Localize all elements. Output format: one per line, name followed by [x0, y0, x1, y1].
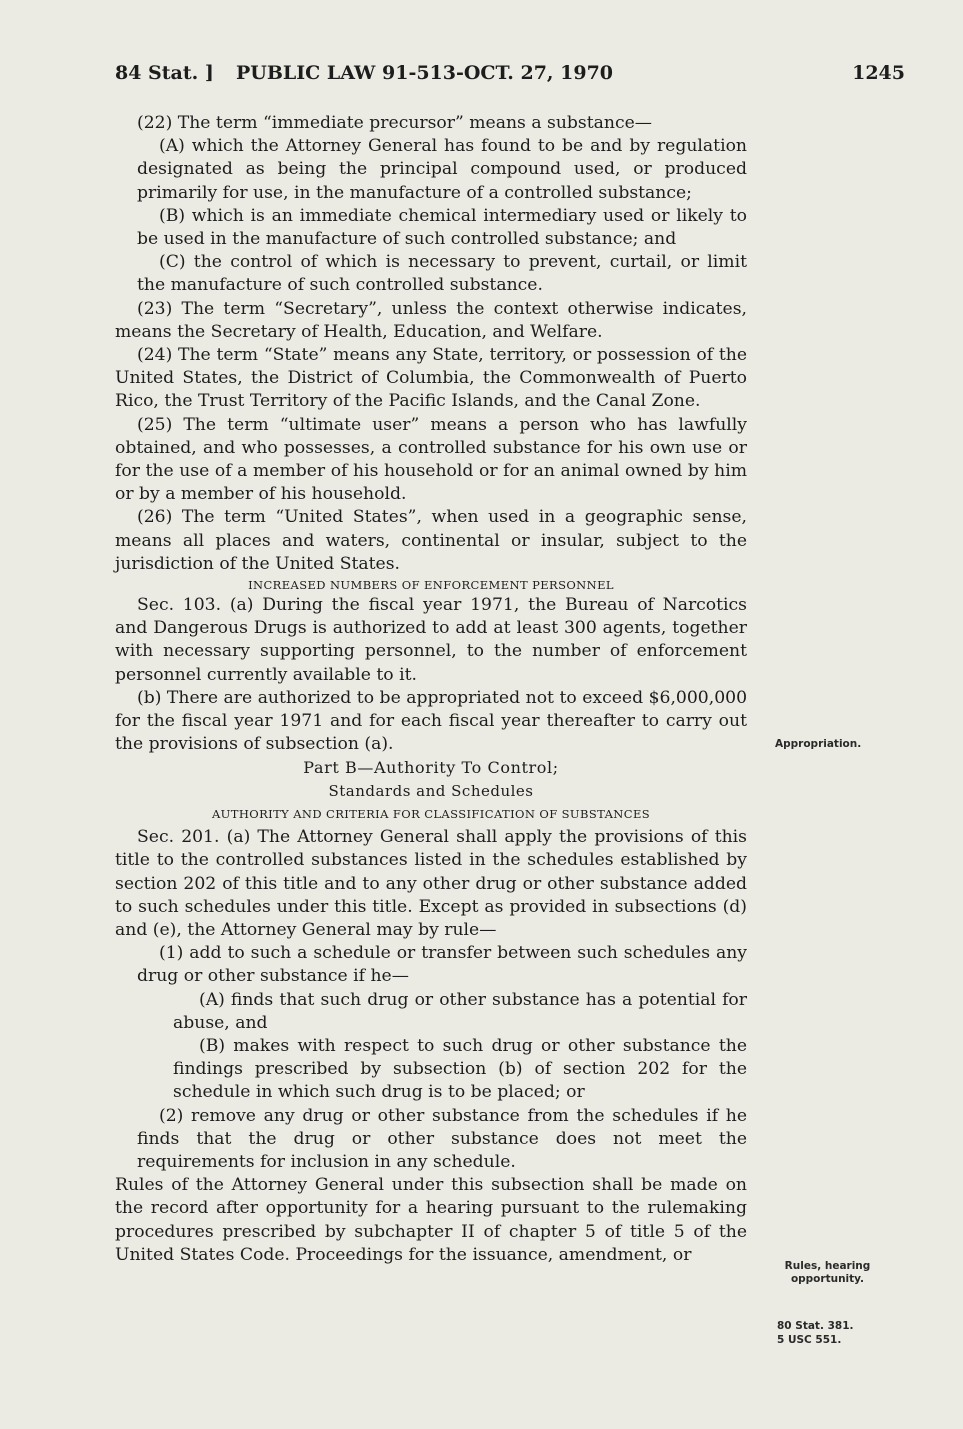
- rules-paragraph: Rules of the Attorney General under this subsection shall be made on the record after opportunity for a hearing pursuant to the rulemaking procedures prescribed by subchapter II of chapter 5 of title 5 of the United States Code. Proceedings for the issuance, amendment, or: [115, 1175, 747, 1265]
- margin-note-appropriation: Appropriation.: [775, 738, 862, 750]
- margin-note-citation-1: 80 Stat. 381.: [777, 1320, 854, 1332]
- page-header: [115, 62, 905, 90]
- definition-22-c: (C) the control of which is necessary to prevent, curtail, or limit the manufacture of such controlled substance.: [137, 252, 747, 296]
- section-201-a: Sec. 201. (a) The Attorney General shall apply the provisions of this title to the controlled substances listed in the schedules established by section 202 of this title and to any other drug or other substance added to such schedules under this title. Except as provided in subsections (d) and (e), the Attorney General may by rule—: [115, 827, 747, 940]
- section-103-b: (b) There are authorized to be appropriated not to exceed $6,000,000 for the fiscal year 1971 and for each fiscal year thereafter to carry out the provisions of subsection (a).: [115, 687, 747, 755]
- section-heading-authority: AUTHORITY AND CRITERIA FOR CLASSIFICATION OF SUBSTANCES: [211, 806, 651, 821]
- definition-23: (23) The term “Secretary”, unless the context otherwise indicates, means the Secretary of Health, Education, and Welfare.: [115, 298, 747, 342]
- statute-volume: 84 Stat. ]: [115, 62, 214, 84]
- margin-note-rules-hearing: Rules, hearing opportunity.: [784, 1260, 871, 1285]
- document-body: [115, 112, 747, 1267]
- definition-22-a: (A) which the Attorney General has found to be and by regulation designated as being the principal compound used, or produced primarily for use, in the manufacture of a controlled substance;: [137, 136, 747, 203]
- page-number: 1245: [852, 62, 905, 84]
- standards-heading: Standards and Schedules: [328, 781, 534, 800]
- part-b-heading: Part B—Authority To Control;: [303, 758, 559, 778]
- definition-24: (24) The term “State” means any State, territory, or possession of the United States, the District of Columbia, the Commonwealth of Puerto Rico, the Trust Territory of the Pacific Islands, and the Canal Zone.: [115, 345, 747, 412]
- definition-22-b: (B) which is an immediate chemical intermediary used or likely to be used in the manufacture of such controlled substance; and: [137, 205, 747, 250]
- margin-note-citation-2: 5 USC 551.: [777, 1334, 842, 1346]
- item-1-b: (B) makes with respect to such drug or other substance the findings prescribed by subsection (b) of section 202 for the schedule in which such drug is to be placed; or: [173, 1035, 747, 1103]
- definition-22: (22) The term “immediate precursor” means a substance—: [137, 113, 652, 133]
- item-1-a: (A) finds that such drug or other substance has a potential for abuse, and: [173, 989, 747, 1033]
- public-law-title: PUBLIC LAW 91-513-OCT. 27, 1970: [236, 62, 614, 84]
- item-2: (2) remove any drug or other substance from the schedules if he finds that the drug or other substance does not meet the requirements for inclusion in any schedule.: [137, 1105, 747, 1172]
- item-1: (1) add to such a schedule or transfer between such schedules any drug or other substance if he—: [137, 943, 747, 987]
- definition-25: (25) The term “ultimate user” means a person who has lawfully obtained, and who possesses, a controlled substance for his own use or for the use of a member of his household or for an animal owned by him or by a member of his household.: [115, 414, 747, 505]
- definition-26: (26) The term “United States”, when used in a geographic sense, means all places and waters, continental or insular, subject to the jurisdiction of the United States.: [115, 507, 747, 574]
- section-103-a: Sec. 103. (a) During the fiscal year 1971, the Bureau of Narcotics and Dangerous Drugs is authorized to add at least 300 agents, together with necessary supporting personnel, to the number of enforcement personnel currently available to it.: [115, 595, 747, 685]
- section-heading-enforcement: INCREASED NUMBERS OF ENFORCEMENT PERSONNEL: [248, 578, 614, 593]
